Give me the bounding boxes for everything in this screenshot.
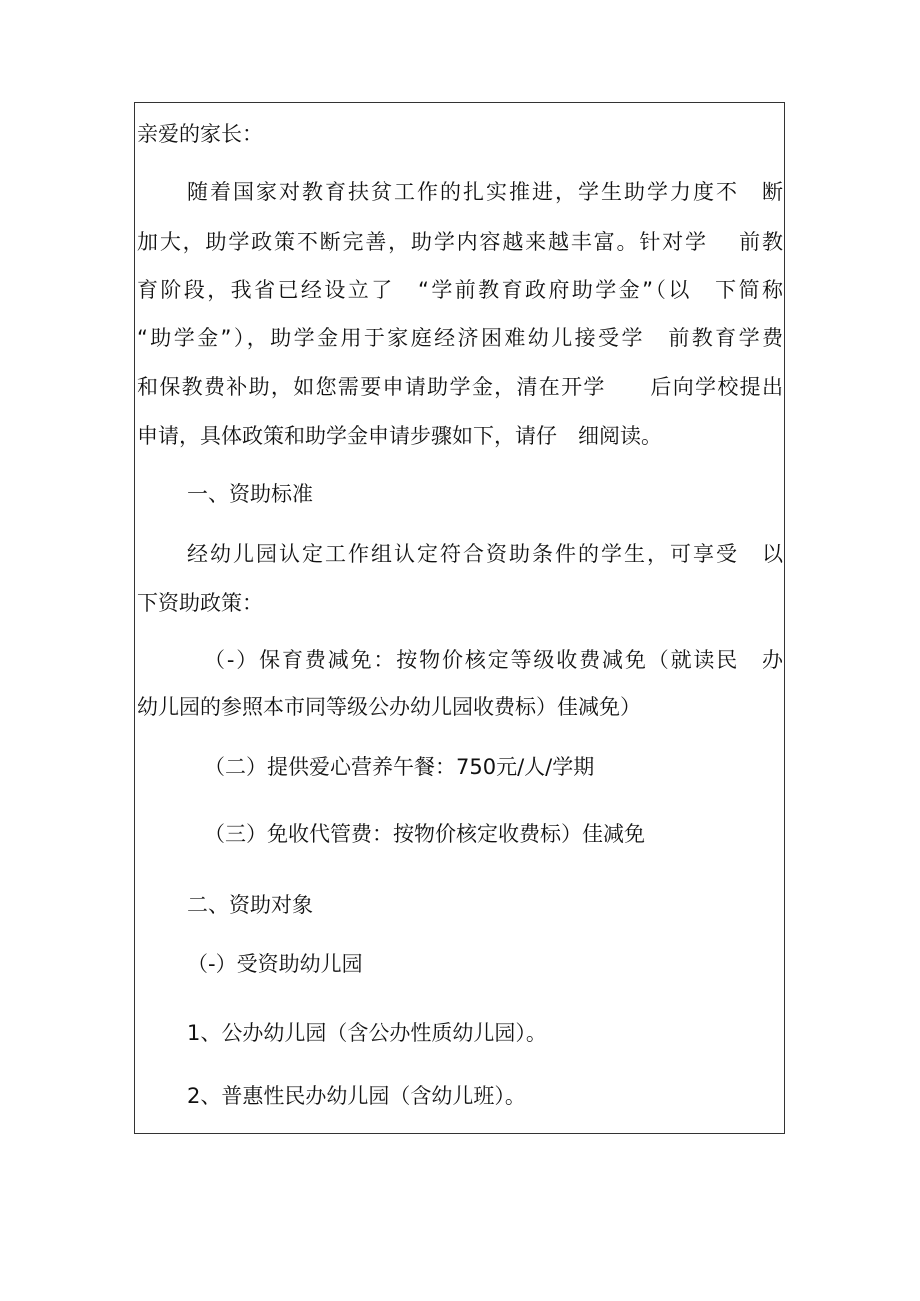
list-item-1: 1、公办幼儿园（含公办性质幼儿园）。 — [187, 1021, 547, 1045]
section1-para-line-1: 经幼儿园认定工作组认定符合资助条件的学生，可享受 以 — [187, 542, 783, 566]
intro-line-3: 育阶段，我省已经设立了 “学前教育政府助学金”（以 下简称 — [137, 278, 783, 302]
section2-subheading: （-）受资助幼儿园 — [187, 952, 363, 976]
intro-line-2: 加大，助学政策不断完善，助学内容越来越丰富。针对学 前教 — [137, 230, 783, 254]
item2: （二）提供爱心营养午餐：750元/人/学期 — [204, 755, 595, 779]
intro-line-5: 和保教费补助，如您需要申请助学金，清在开学 后向学校提出 — [137, 375, 783, 399]
section2-heading: 二、资助对象 — [187, 893, 313, 917]
item3: （三）免收代管费：按物价核定收费标）佳减免 — [204, 822, 645, 846]
intro-line-1: 随着国家对教育扶贫工作的扎实推进，学生助学力度不 断 — [187, 180, 783, 204]
item1-line-2: 幼儿园的参照本市同等级公办幼儿园收费标）佳减免） — [137, 695, 641, 719]
document-frame — [134, 102, 785, 1134]
section1-heading: 一、资助标准 — [187, 482, 313, 506]
greeting: 亲爱的家长： — [137, 122, 263, 146]
item1-line-1: （-）保育费减免：按物价核定等级收费减免（就读民 办 — [204, 648, 783, 672]
list-item-2: 2、普惠性民办幼儿园（含幼儿班）。 — [187, 1084, 526, 1108]
intro-line-4: “助学金”），助学金用于家庭经济困难幼儿接受学 前教育学费 — [137, 326, 783, 350]
section1-para-line-2: 下资助政策： — [137, 591, 263, 615]
intro-line-6: 申请，具体政策和助学金申请步骤如下，请仔 细阅读。 — [137, 424, 662, 448]
